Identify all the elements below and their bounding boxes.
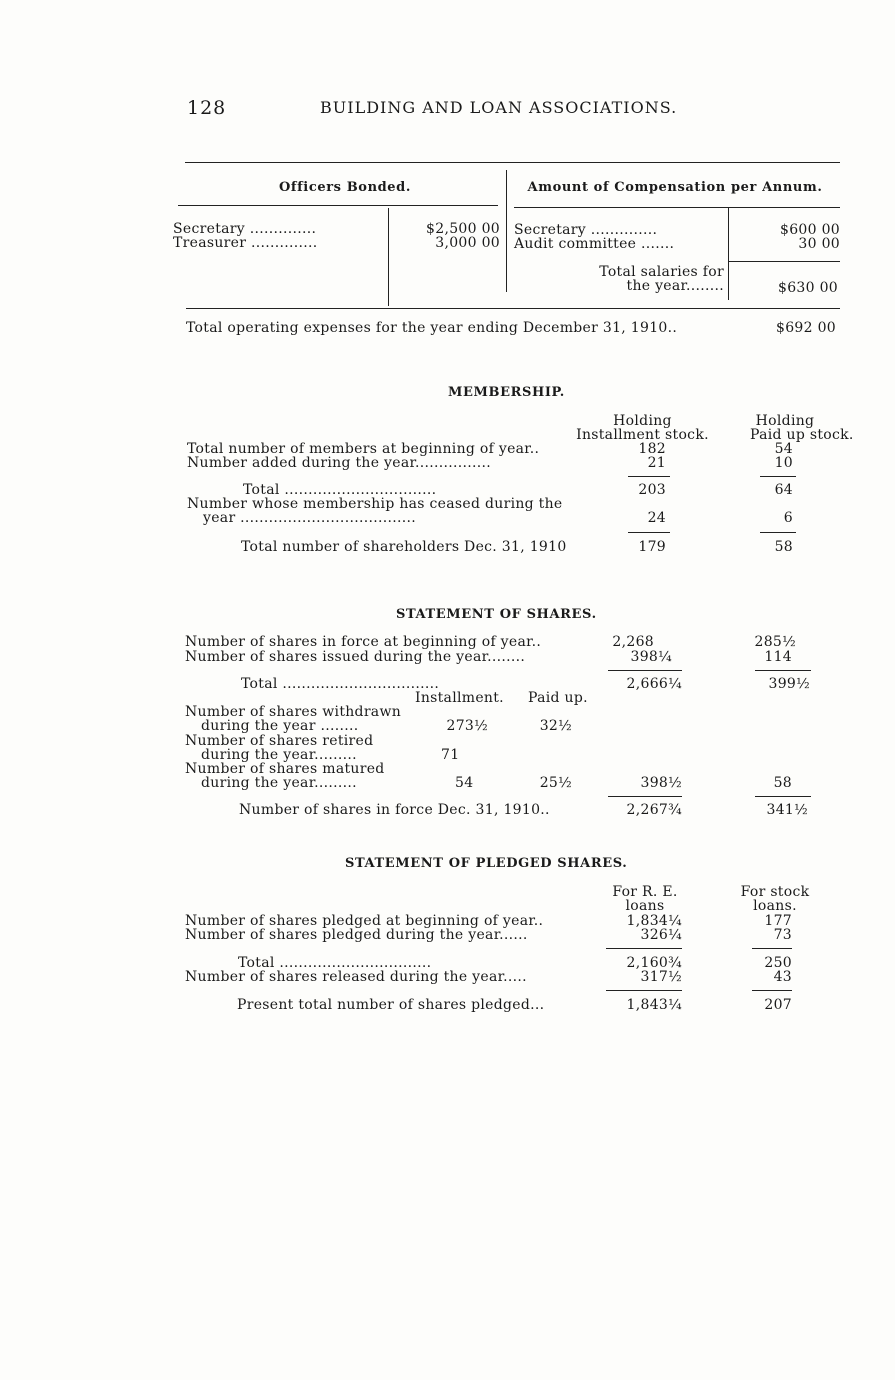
- comp-total-amount: $630 00: [778, 280, 838, 296]
- bonded-row-label: Treasurer ..............: [173, 235, 318, 251]
- row-label: Number of shares pledged at beginning of year..: [185, 913, 544, 929]
- col-header: loans.: [753, 898, 797, 914]
- operating-expenses-label: Total operating expenses for the year ending December 31, 1910..: [186, 320, 678, 336]
- row-label: Number of shares issued during the year........: [185, 649, 526, 665]
- row-label: Total number of members at beginning of year..: [187, 441, 540, 457]
- officers-bonded-heading: Officers Bonded.: [278, 180, 411, 195]
- sum-rule: [752, 990, 792, 991]
- table-center-divider: [506, 170, 507, 292]
- bonded-row-amount: $2,500 00: [426, 221, 500, 237]
- row-value: 285½: [754, 634, 796, 650]
- bonded-heading-rule: [178, 205, 498, 206]
- row-value: 1,834¼: [626, 913, 682, 929]
- sum-rule: [760, 532, 796, 533]
- row-value: 182: [638, 441, 666, 457]
- row-value: 2,666¼: [626, 676, 682, 692]
- bonded-amount-divider: [388, 208, 389, 306]
- sum-rule: [606, 948, 682, 949]
- row-label: Number of shares pledged during the year......: [185, 927, 528, 943]
- row-value: 64: [774, 482, 793, 498]
- shares-heading: STATEMENT OF SHARES.: [396, 607, 597, 622]
- row-label: Total ................................: [243, 482, 437, 498]
- row-value: 1,843¼: [626, 997, 682, 1013]
- row-label: Number of shares released during the year.....: [185, 969, 527, 985]
- compensation-heading: Amount of Compensation per Annum.: [527, 180, 823, 195]
- sum-rule: [755, 670, 811, 671]
- sum-rule: [628, 476, 670, 477]
- row-label: Present total number of shares pledged...: [237, 997, 545, 1013]
- subcol-header: Paid up.: [528, 690, 588, 706]
- row-value: 398½: [640, 775, 682, 791]
- sum-rule: [608, 670, 682, 671]
- row-value: 273½: [446, 718, 488, 734]
- col-header: Holding: [613, 413, 672, 429]
- row-label: Total ................................: [238, 955, 432, 971]
- row-label: during the year.........: [201, 775, 357, 791]
- operating-expenses-amount: $692 00: [776, 320, 836, 336]
- row-value: 2,267¾: [626, 802, 682, 818]
- sum-rule: [760, 476, 796, 477]
- sum-rule: [752, 948, 792, 949]
- row-label: Number of shares withdrawn: [185, 704, 402, 720]
- row-value: 6: [783, 510, 793, 526]
- row-label: Number of shares matured: [185, 761, 385, 777]
- row-value: 399½: [768, 676, 810, 692]
- row-value: 10: [774, 455, 793, 471]
- col-header: For R. E.: [612, 884, 678, 900]
- sum-rule: [755, 796, 811, 797]
- pledged-heading: STATEMENT OF PLEDGED SHARES.: [345, 856, 628, 871]
- row-label: year .....................................: [203, 510, 416, 526]
- row-value: 326¼: [640, 927, 682, 943]
- row-label: during the year.........: [201, 747, 357, 763]
- row-value: 21: [647, 455, 666, 471]
- row-value: 341½: [766, 802, 808, 818]
- row-label: during the year ........: [201, 718, 359, 734]
- row-label: Number added during the year................: [187, 455, 491, 471]
- row-value: 398¼: [630, 649, 672, 665]
- row-value: 58: [773, 775, 792, 791]
- row-value: 25½: [539, 775, 572, 791]
- row-value: 203: [638, 482, 666, 498]
- row-value: 71: [441, 747, 460, 763]
- comp-row-label: Secretary ..............: [514, 222, 658, 238]
- row-value: 24: [647, 510, 666, 526]
- col-header: loans: [625, 898, 665, 914]
- subcol-header: Installment.: [415, 690, 504, 706]
- row-value: 2,268: [612, 634, 654, 650]
- bonded-row-label: Secretary ..............: [173, 221, 317, 237]
- row-value: 32½: [539, 718, 572, 734]
- row-label: Total .................................: [241, 676, 440, 692]
- row-value: 179: [638, 539, 666, 555]
- row-value: 250: [764, 955, 792, 971]
- membership-heading: MEMBERSHIP.: [448, 385, 565, 400]
- comp-total-label: Total salaries for: [599, 264, 724, 280]
- col-header: For stock: [740, 884, 810, 900]
- comp-amount-divider: [728, 208, 729, 300]
- row-value: 2,160¾: [626, 955, 682, 971]
- comp-row-amount: $600 00: [780, 222, 840, 238]
- row-value: 43: [773, 969, 792, 985]
- sum-rule: [606, 990, 682, 991]
- comp-row-amount: 30 00: [798, 236, 840, 252]
- sum-rule: [608, 796, 682, 797]
- row-value: 207: [764, 997, 792, 1013]
- comp-row-label: Audit committee .......: [514, 236, 675, 252]
- table-top-rule: [185, 162, 840, 163]
- compensation-heading-rule: [514, 207, 840, 208]
- row-label: Total number of shareholders Dec. 31, 1910: [241, 539, 567, 555]
- table-bottom-rule: [186, 308, 840, 309]
- comp-subtotal-rule: [728, 261, 840, 262]
- col-header: Installment stock.: [576, 427, 709, 443]
- row-label: Number of shares retired: [185, 733, 374, 749]
- row-value: 177: [764, 913, 792, 929]
- row-value: 317½: [640, 969, 682, 985]
- bonded-row-amount: 3,000 00: [435, 235, 500, 251]
- row-label: Number whose membership has ceased during the: [187, 496, 563, 512]
- row-value: 54: [774, 441, 793, 457]
- col-header: Holding: [755, 413, 815, 429]
- row-value: 73: [773, 927, 792, 943]
- col-header: Paid up stock.: [750, 427, 854, 443]
- sum-rule: [628, 532, 670, 533]
- row-value: 54: [455, 775, 474, 791]
- page-title: BUILDING AND LOAN ASSOCIATIONS.: [320, 98, 678, 117]
- row-label: Number of shares in force at beginning of year..: [185, 634, 542, 650]
- row-value: 58: [774, 539, 793, 555]
- row-value: 114: [764, 649, 792, 665]
- row-label: Number of shares in force Dec. 31, 1910..: [239, 802, 550, 818]
- page-number: 128: [187, 97, 227, 119]
- comp-total-label: the year........: [626, 278, 724, 294]
